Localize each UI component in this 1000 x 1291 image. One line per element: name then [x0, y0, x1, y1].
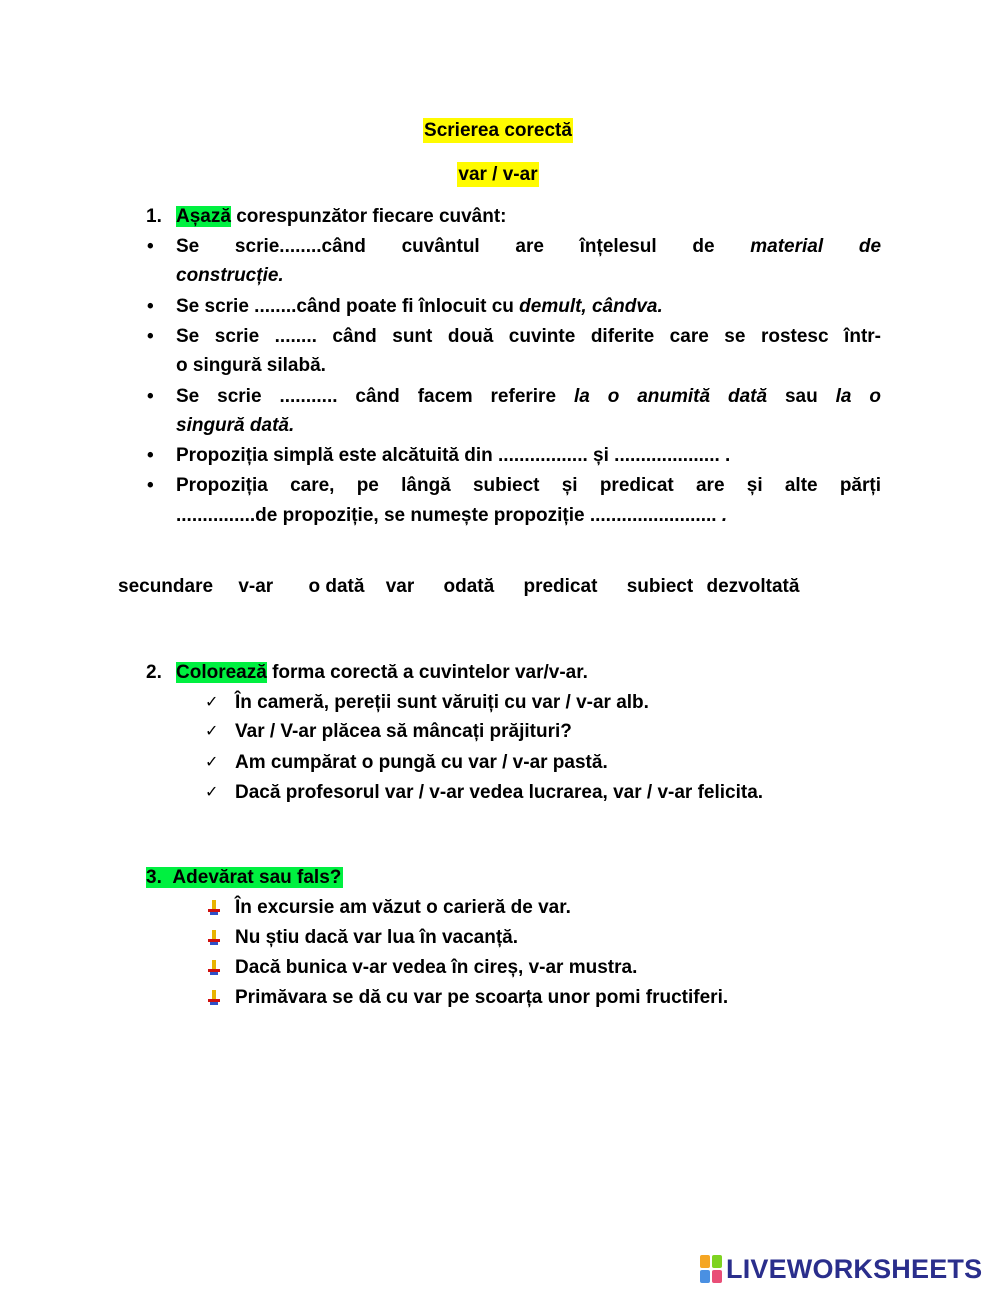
bullet-icon: • [147, 326, 154, 347]
exercise-3-item-2[interactable]: Nu știu dacă var lua în vacanță. [235, 927, 518, 948]
checkmark-icon: ✓ [205, 784, 219, 801]
arrow-bullet-icon [205, 898, 223, 920]
word-bank-item[interactable]: odată [443, 576, 495, 597]
exercise-1-number: 1. [146, 206, 162, 227]
exercise-1-instruction: Așază corespunzător fiecare cuvânt: [176, 206, 507, 227]
exercise-1-verb: Așază [176, 206, 231, 227]
word-bank-item[interactable]: secundare [118, 576, 214, 597]
bullet-icon: • [147, 236, 154, 257]
checkmark-icon: ✓ [205, 723, 219, 740]
rule-3-line-2: o singură silabă. [176, 355, 326, 376]
word-bank-item[interactable]: v-ar [238, 576, 274, 597]
rule-6-line-1: Propoziția care, pe lângă subiect și predicat are și alte părți [176, 475, 881, 496]
exercise-3-item-1[interactable]: În excursie am văzut o carieră de var. [235, 897, 571, 918]
worksheet-subtitle: var / v-ar [458, 164, 538, 185]
rule-5: Propoziția simplă este alcătuită din ................. și .................... . [176, 445, 731, 466]
word-bank-item[interactable]: predicat [523, 576, 598, 597]
word-bank-item[interactable]: var [385, 576, 415, 597]
word-bank-item[interactable]: o dată [308, 576, 365, 597]
exercise-2-item-2[interactable]: Var / V-ar plăcea să mâncați prăjituri? [235, 721, 572, 742]
exercise-2-instruction: Colorează forma corectă a cuvintelor var/v-ar. [176, 662, 588, 683]
rule-2: Se scrie ........când poate fi înlocuit cu demult, cândva. [176, 296, 663, 317]
checkmark-icon: ✓ [205, 754, 219, 771]
exercise-2-item-4[interactable]: Dacă profesorul var / v-ar vedea lucrarea, var / v-ar felicita. [235, 782, 764, 803]
bullet-icon: • [147, 445, 154, 466]
worksheet-title: Scrierea corectă [424, 120, 572, 141]
exercise-2-item-3[interactable]: Am cumpărat o pungă cu var / v-ar pastă. [235, 752, 608, 773]
rule-6-line-2: ...............de propoziție, se numește propoziție ........................ . [176, 505, 728, 526]
bullet-icon: • [147, 386, 154, 407]
liveworksheets-logo [700, 1254, 982, 1284]
exercise-3-item-4[interactable]: Primăvara se dă cu var pe scoarța unor pomi fructiferi. [235, 987, 729, 1008]
checkmark-icon: ✓ [205, 694, 219, 711]
word-bank-item[interactable]: subiect [626, 576, 694, 597]
arrow-bullet-icon [205, 958, 223, 980]
exercise-2-item-1[interactable]: În cameră, pereții sunt văruiți cu var / v-ar alb. [235, 692, 649, 713]
rule-4-line-2: singură dată. [176, 415, 295, 436]
exercise-3-heading: 3. Adevărat sau fals? [146, 867, 342, 888]
word-bank [118, 572, 878, 602]
rule-1-line-2: construcție. [176, 265, 284, 286]
bullet-icon: • [147, 296, 154, 317]
exercise-3-item-3[interactable]: Dacă bunica v-ar vedea în cireș, v-ar mustra. [235, 957, 638, 978]
rule-1-line-1: Se scrie........când cuvântul are înțelesul de material de [176, 236, 882, 257]
exercise-2-number: 2. [146, 662, 162, 683]
arrow-bullet-icon [205, 928, 223, 950]
arrow-bullet-icon [205, 988, 223, 1010]
bullet-icon: • [147, 475, 154, 496]
rule-4-line-1: Se scrie ........... când facem referire la o anumită dată sau la o [176, 386, 882, 407]
liveworksheets-logo-icon [700, 1255, 722, 1283]
liveworksheets-logo-text: LIVEWORKSHEETS [726, 1254, 983, 1284]
word-bank-item[interactable]: dezvoltată [706, 576, 800, 597]
rule-3-line-1: Se scrie ........ când sunt două cuvinte diferite care se rostesc într- [176, 326, 881, 347]
exercise-2-verb: Colorează [176, 662, 267, 683]
